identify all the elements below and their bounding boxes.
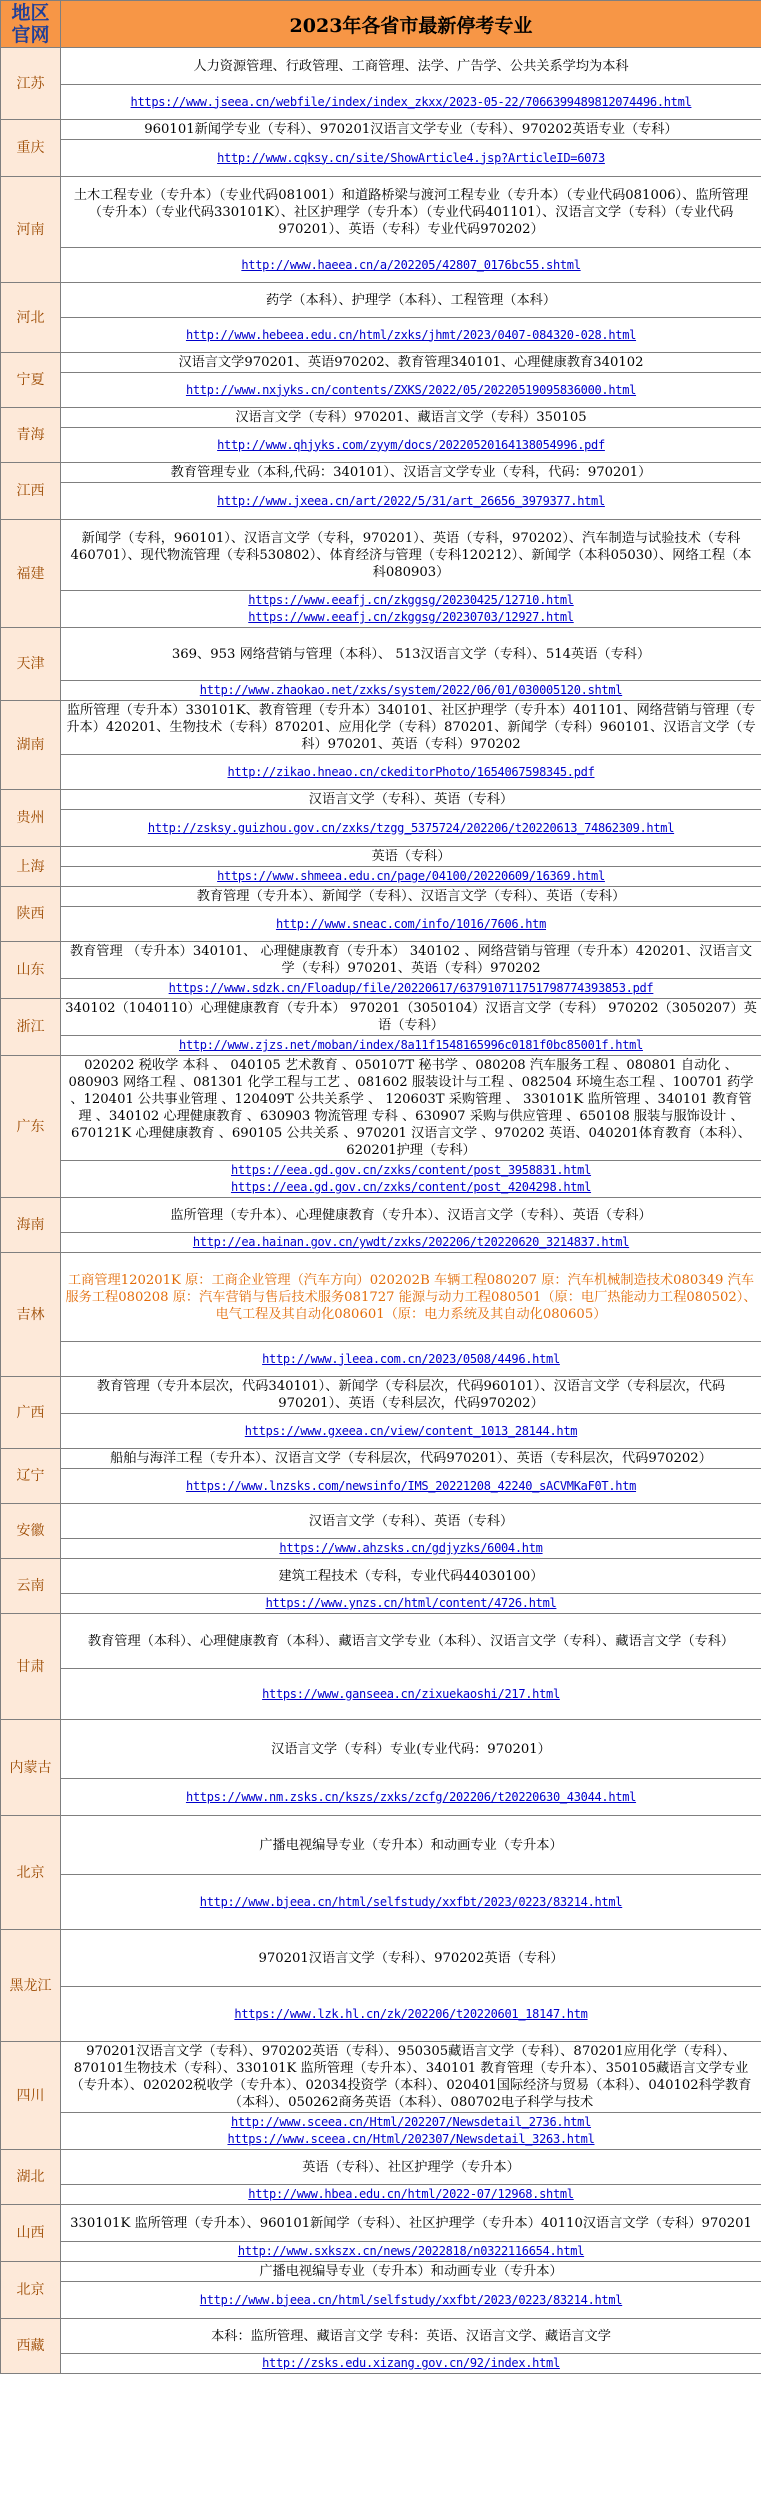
region-cell: 辽宁 xyxy=(1,1449,61,1504)
region-cell: 黑龙江 xyxy=(1,1930,61,2042)
table-row xyxy=(1,701,761,755)
official-site-link[interactable]: http://www.sceea.cn/Html/202207/Newsdetail_2736.html xyxy=(230,2115,592,2129)
table-row xyxy=(1,1779,761,1816)
table-row xyxy=(1,942,761,979)
majors-cell: 汉语言文学（专科）、英语（专科） xyxy=(61,1504,761,1539)
table-row xyxy=(1,867,761,887)
majors-cell: 汉语言文学（专科）970201、藏语言文学（专科）350105 xyxy=(61,408,761,428)
region-cell: 山东 xyxy=(1,942,61,999)
majors-cell: 970201汉语言文学（专科）、970202英语（专科）、950305藏语言文学（专科）、870201应用化学（专科）、870101生物技术（专科）、330101K 监所管理（专升本）、340101 教育管理（专升本）、350105藏语言文学专业（专升本）、020202税收学（专升本）、02034投资学（本科）、020401国际经济与贸易（本科）、040102科学教育（本科）、050262商务英语（本科）、080702电子科学与技术 xyxy=(61,2042,761,2113)
region-cell: 上海 xyxy=(1,847,61,887)
majors-cell: 教育管理（专升本）、新闻学（专科）、汉语言文学（专科）、英语（专科） xyxy=(61,887,761,907)
link-cell xyxy=(61,907,761,942)
region-cell: 吉林 xyxy=(1,1253,61,1377)
official-site-link[interactable]: https://www.sceea.cn/Html/202307/Newsdetail_3263.html xyxy=(227,2132,595,2146)
link-cell xyxy=(61,1779,761,1816)
table-row xyxy=(1,283,761,318)
majors-cell: 汉语言文学（专科）、英语（专科） xyxy=(61,790,761,810)
region-cell: 青海 xyxy=(1,408,61,463)
region-cell: 云南 xyxy=(1,1559,61,1614)
table-row xyxy=(1,1198,761,1233)
region-cell: 甘肃 xyxy=(1,1614,61,1720)
region-cell: 河北 xyxy=(1,283,61,353)
link-cell xyxy=(61,1987,761,2042)
table-row xyxy=(1,1720,761,1779)
link-cell xyxy=(61,1875,761,1930)
official-site-link[interactable]: https://www.eeafj.cn/zkggsg/20230703/12927.html xyxy=(248,610,574,624)
region-cell: 贵州 xyxy=(1,790,61,847)
majors-cell: 监所管理（专升本）330101K、教育管理（专升本）340101、社区护理学（专升本）401101、网络营销与管理（专升本）420201、生物技术（专科）870201、应用化学（专科）870201、新闻学（专科）960101、汉语言文学（专科）970201、英语（专科）970202 xyxy=(61,701,761,755)
link-cell xyxy=(61,373,761,408)
official-site-link[interactable]: https://www.sdzk.cn/Floadup/file/20220617/637910711751798774393853.pdf xyxy=(168,981,654,995)
official-site-link[interactable]: http://zsksy.guizhou.gov.cn/zxks/tzgg_5375724/202206/t20220613_74862309.html xyxy=(147,820,675,835)
table-row xyxy=(1,483,761,520)
table-row xyxy=(1,999,761,1036)
link-cell xyxy=(61,483,761,520)
official-site-link[interactable]: http://www.sneac.com/info/1016/7606.htm xyxy=(275,916,547,931)
official-site-link[interactable]: http://www.cqksy.cn/site/ShowArticle4.jsp?ArticleID=6073 xyxy=(217,150,605,165)
link-cell xyxy=(61,2242,761,2262)
official-site-link[interactable]: https://www.nm.zsks.cn/kszs/zxks/zcfg/202206/t20220630_43044.html xyxy=(185,1789,637,1804)
header-left-line2: 官网 xyxy=(11,24,50,46)
page-title: 2023年各省市最新停考专业 xyxy=(61,1,761,48)
official-site-link[interactable]: http://www.zjzs.net/moban/index/8a11f1548165996c0181f0bc85001f.html xyxy=(179,1038,643,1052)
link-cell xyxy=(61,2185,761,2205)
official-site-link[interactable]: https://www.shmeea.edu.cn/page/04100/20220609/16369.html xyxy=(217,869,605,883)
official-site-link[interactable]: http://www.bjeea.cn/html/selfstudy/xxfbt/2023/0223/83214.html xyxy=(199,2292,623,2307)
table-row xyxy=(1,1504,761,1539)
link-cell xyxy=(61,1539,761,1559)
link-cell xyxy=(61,428,761,463)
link-cell xyxy=(61,1161,761,1198)
region-cell: 广西 xyxy=(1,1377,61,1449)
majors-cell: 土木工程专业（专升本）（专业代码081001）和道路桥梁与渡河工程专业（专升本）（专业代码081006）、监所管理（专升本）（专业代码330101K）、社区护理学（专升本）（专业代码401101）、汉语言文学（专科）（专业代码970201）、英语（专科）专业代码970202） xyxy=(61,177,761,248)
majors-cell: 人力资源管理、行政管理、工商管理、法学、广告学、公共关系学均为本科 xyxy=(61,48,761,85)
region-cell: 西藏 xyxy=(1,2319,61,2374)
official-site-link[interactable]: https://www.jseea.cn/webfile/index/index_zkxx/2023-05-22/7066399489812074496.html xyxy=(130,94,692,109)
official-site-link[interactable]: https://www.gxeea.cn/view/content_1013_28144.htm xyxy=(244,1423,578,1438)
official-site-link[interactable]: http://www.jxeea.cn/art/2022/5/31/art_26656_3979377.html xyxy=(217,493,605,508)
majors-cell: 教育管理（本科）、心理健康教育（本科）、藏语言文学专业（本科）、汉语言文学（专科）、藏语言文学（专科） xyxy=(61,1614,761,1669)
link-cell xyxy=(61,810,761,847)
table-row xyxy=(1,979,761,999)
official-site-link[interactable]: http://www.zhaokao.net/zxks/system/2022/06/01/030005120.shtml xyxy=(199,683,623,697)
table-row xyxy=(1,120,761,140)
table-row xyxy=(1,85,761,120)
link-cell xyxy=(61,1414,761,1449)
region-cell: 宁夏 xyxy=(1,353,61,408)
table-row xyxy=(1,2262,761,2282)
link-cell xyxy=(61,755,761,790)
table-row xyxy=(1,408,761,428)
table-row xyxy=(1,2319,761,2354)
table-row xyxy=(1,1056,761,1161)
table-row xyxy=(1,1342,761,1377)
official-site-link[interactable]: https://www.lzk.hl.cn/zk/202206/t20220601_18147.htm xyxy=(234,2006,588,2021)
table-row xyxy=(1,1036,761,1056)
region-cell: 重庆 xyxy=(1,120,61,177)
region-cell: 福建 xyxy=(1,520,61,628)
table-row xyxy=(1,140,761,177)
table-row xyxy=(1,755,761,790)
table-row xyxy=(1,1559,761,1594)
table-row xyxy=(1,2242,761,2262)
link-cell xyxy=(61,1036,761,1056)
table-row xyxy=(1,1875,761,1930)
table-row xyxy=(1,353,761,373)
region-cell: 内蒙古 xyxy=(1,1720,61,1816)
link-cell xyxy=(61,248,761,283)
majors-cell: 船舶与海洋工程（专升本）、汉语言文学（专科层次，代码970201）、英语（专科层次，代码970202） xyxy=(61,1449,761,1469)
region-cell: 湖南 xyxy=(1,701,61,790)
official-site-link[interactable]: https://eea.gd.gov.cn/zxks/content/post_4204298.html xyxy=(230,1180,592,1194)
region-cell: 浙江 xyxy=(1,999,61,1056)
table-row xyxy=(1,318,761,353)
table-row xyxy=(1,681,761,701)
majors-cell: 340102（1040110）心理健康教育（专升本） 970201（3050104）汉语言文学（专科） 970202（3050207）英语（专科） xyxy=(61,999,761,1036)
majors-cell: 330101K 监所管理（专升本）、960101新闻学（专科）、社区护理学（专升本）40110汉语言文学（专科）970201 xyxy=(61,2205,761,2242)
table-row xyxy=(1,177,761,248)
official-site-link[interactable]: https://www.ynzs.cn/html/content/4726.html xyxy=(265,1596,557,1610)
link-cell xyxy=(61,1669,761,1720)
link-cell xyxy=(61,591,761,628)
table-row xyxy=(1,1414,761,1449)
majors-cell: 汉语言文学（专科）专业(专业代码：970201） xyxy=(61,1720,761,1779)
region-cell: 陕西 xyxy=(1,887,61,942)
majors-cell: 汉语言文学970201、英语970202、教育管理340101、心理健康教育340102 xyxy=(61,353,761,373)
link-cell xyxy=(61,681,761,701)
majors-cell: 020202 税收学 本科 、 040105 艺术教育 、050107T 秘书学 、080208 汽车服务工程 、080801 自动化 、080903 网络工程 、081301 化学工程与工艺 、081602 服装设计与工程 、082504 环境生态工程 、100701 药学 、120401 公共事业管理 、120409T 公共关系学 、 120603T 采购管理 、 330101K 监所管理 、340101 教育管理 、340102 心理健康教育 、630903 物流管理 专科 、630907 采购与供应管理 、650108 服装与服饰设计 、670121K 心理健康教育 、690105 公共关系 、970201 汉语言文学 、970202 英语、040201体育教育（本科）、620201护理（专科） xyxy=(61,1056,761,1161)
region-cell: 四川 xyxy=(1,2042,61,2150)
table-row xyxy=(1,248,761,283)
majors-cell: 369、953 网络营销与管理（本科）、 513汉语言文学（专科）、514英语（专科） xyxy=(61,628,761,681)
region-cell: 天津 xyxy=(1,628,61,701)
region-cell: 广东 xyxy=(1,1056,61,1198)
table-row xyxy=(1,907,761,942)
table-row xyxy=(1,463,761,483)
official-site-link[interactable]: http://www.qhjyks.com/zyym/docs/20220520164138054996.pdf xyxy=(217,437,605,452)
region-column-header xyxy=(1,1,61,48)
official-site-link[interactable]: https://eea.gd.gov.cn/zxks/content/post_3958831.html xyxy=(230,1163,592,1177)
table-row xyxy=(1,1930,761,1987)
region-cell: 江西 xyxy=(1,463,61,520)
official-site-link[interactable]: http://zsks.edu.xizang.gov.cn/92/index.html xyxy=(262,2356,560,2370)
official-site-link[interactable]: http://ea.hainan.gov.cn/ywdt/zxks/202206/t20220620_3214837.html xyxy=(192,1235,630,1249)
region-cell: 湖北 xyxy=(1,2150,61,2205)
link-cell xyxy=(61,867,761,887)
official-site-link[interactable]: https://www.ganseea.cn/zixuekaoshi/217.html xyxy=(262,1686,560,1701)
region-cell: 北京 xyxy=(1,1816,61,1930)
link-cell xyxy=(61,2113,761,2150)
region-cell: 海南 xyxy=(1,1198,61,1253)
official-site-link[interactable]: https://www.ahzsks.cn/gdjyzks/6004.htm xyxy=(279,1541,543,1555)
majors-cell: 新闻学（专科，960101）、汉语言文学（专科，970201）、英语（专科，970202）、汽车制造与试验技术（专科460701）、现代物流管理（专科530802）、体育经济与管理（专科120212）、新闻学（本科05030）、网络工程（本科080903） xyxy=(61,520,761,591)
table-header-row xyxy=(1,1,761,48)
link-cell xyxy=(61,1342,761,1377)
table-row xyxy=(1,1449,761,1469)
majors-cell: 药学（本科）、护理学（本科）、工程管理（本科） xyxy=(61,283,761,318)
table-row xyxy=(1,428,761,463)
table-row xyxy=(1,1614,761,1669)
table-row xyxy=(1,591,761,628)
official-site-link[interactable]: http://www.hebeea.edu.cn/html/zxks/jhmt/2023/0407-084320-028.html xyxy=(185,327,637,342)
link-cell xyxy=(61,85,761,120)
table-row xyxy=(1,2282,761,2319)
table-row xyxy=(1,1816,761,1875)
link-cell xyxy=(61,979,761,999)
link-cell xyxy=(61,1469,761,1504)
table-row xyxy=(1,887,761,907)
majors-cell: 监所管理（专升本）、心理健康教育（专升本）、汉语言文学（专科）、英语（专科） xyxy=(61,1198,761,1233)
region-cell: 江苏 xyxy=(1,48,61,120)
table-row xyxy=(1,2185,761,2205)
header-left-line1: 地区 xyxy=(11,2,50,24)
majors-cell: 教育管理（专升本层次，代码340101）、新闻学（专科层次，代码960101）、汉语言文学（专科层次，代码970201）、英语（专科层次，代码970202） xyxy=(61,1377,761,1414)
region-cell: 安徽 xyxy=(1,1504,61,1559)
official-site-link[interactable]: http://zikao.hneao.cn/ckeditorPhoto/1654067598345.pdf xyxy=(227,764,595,779)
table-row xyxy=(1,1539,761,1559)
majors-cell: 广播电视编导专业（专升本）和动画专业（专升本） xyxy=(61,1816,761,1875)
majors-cell: 建筑工程技术（专科，专业代码44030100） xyxy=(61,1559,761,1594)
table-row xyxy=(1,847,761,867)
official-site-link[interactable]: http://www.bjeea.cn/html/selfstudy/xxfbt/2023/0223/83214.html xyxy=(199,1894,623,1909)
table-row xyxy=(1,2150,761,2185)
table-row xyxy=(1,2205,761,2242)
table-row xyxy=(1,1669,761,1720)
table-row xyxy=(1,1161,761,1198)
table-row xyxy=(1,1233,761,1253)
table-row xyxy=(1,1594,761,1614)
link-cell xyxy=(61,2354,761,2374)
link-cell xyxy=(61,2282,761,2319)
majors-cell: 英语（专科） xyxy=(61,847,761,867)
official-site-link[interactable]: http://www.nxjyks.cn/contents/ZXKS/2022/05/20220519095836000.html xyxy=(185,382,637,397)
table-row xyxy=(1,48,761,85)
majors-cell: 广播电视编导专业（专升本）和动画专业（专升本） xyxy=(61,2262,761,2282)
majors-cell: 英语（专科）、社区护理学（专升本） xyxy=(61,2150,761,2185)
table-row xyxy=(1,1377,761,1414)
official-site-link[interactable]: http://www.sxkszx.cn/news/2022818/n0322116654.html xyxy=(237,2244,585,2258)
link-cell xyxy=(61,1594,761,1614)
link-cell xyxy=(61,1233,761,1253)
majors-cell: 本科：监所管理、藏语言文学 专科：英语、汉语言文学、藏语言文学 xyxy=(61,2319,761,2354)
official-site-link[interactable]: http://www.hbea.edu.cn/html/2022-07/12968.shtml xyxy=(248,2187,574,2201)
table-row xyxy=(1,790,761,810)
link-cell xyxy=(61,140,761,177)
table-row xyxy=(1,1987,761,2042)
official-site-link[interactable]: https://www.eeafj.cn/zkggsg/20230425/12710.html xyxy=(248,593,574,607)
table-row xyxy=(1,2042,761,2113)
table-row xyxy=(1,810,761,847)
region-cell: 河南 xyxy=(1,177,61,283)
link-cell xyxy=(61,318,761,353)
region-cell: 山西 xyxy=(1,2205,61,2262)
table-row xyxy=(1,2113,761,2150)
majors-cell: 960101新闻学专业（专科）、970201汉语言文学专业（专科）、970202英语专业（专科） xyxy=(61,120,761,140)
majors-cell: 教育管理专业（本科,代码：340101）、汉语言文学专业（专科，代码：970201） xyxy=(61,463,761,483)
official-site-link[interactable]: http://www.haeea.cn/a/202205/42807_0176bc55.shtml xyxy=(241,257,581,272)
table-row xyxy=(1,628,761,681)
majors-cell: 工商管理120201K 原：工商企业管理（汽车方向）020202B 车辆工程080207 原：汽车机械制造技术080349 汽车服务工程080208 原：汽车营销与售后技术服务081727 能源与动力工程080501（原：电厂热能动力工程080502）、电气工程及其自动化080601（原：电力系统及其自动化080605） xyxy=(61,1253,761,1342)
table-row xyxy=(1,2354,761,2374)
table-row xyxy=(1,1253,761,1342)
table-row xyxy=(1,373,761,408)
majors-cell: 教育管理 （专升本）340101、 心理健康教育（专升本） 340102 、网络营销与管理（专升本）420201、汉语言文学（专科）970201、英语（专科）970202 xyxy=(61,942,761,979)
region-cell: 北京 xyxy=(1,2262,61,2319)
official-site-link[interactable]: http://www.jleea.com.cn/2023/0508/4496.html xyxy=(262,1351,560,1366)
official-site-link[interactable]: https://www.lnzsks.com/newsinfo/IMS_20221208_42240_sACVMKaF0T.htm xyxy=(185,1478,637,1493)
table-row xyxy=(1,1469,761,1504)
table-row xyxy=(1,520,761,591)
majors-cell: 970201汉语言文学（专科）、970202英语（专科） xyxy=(61,1930,761,1987)
